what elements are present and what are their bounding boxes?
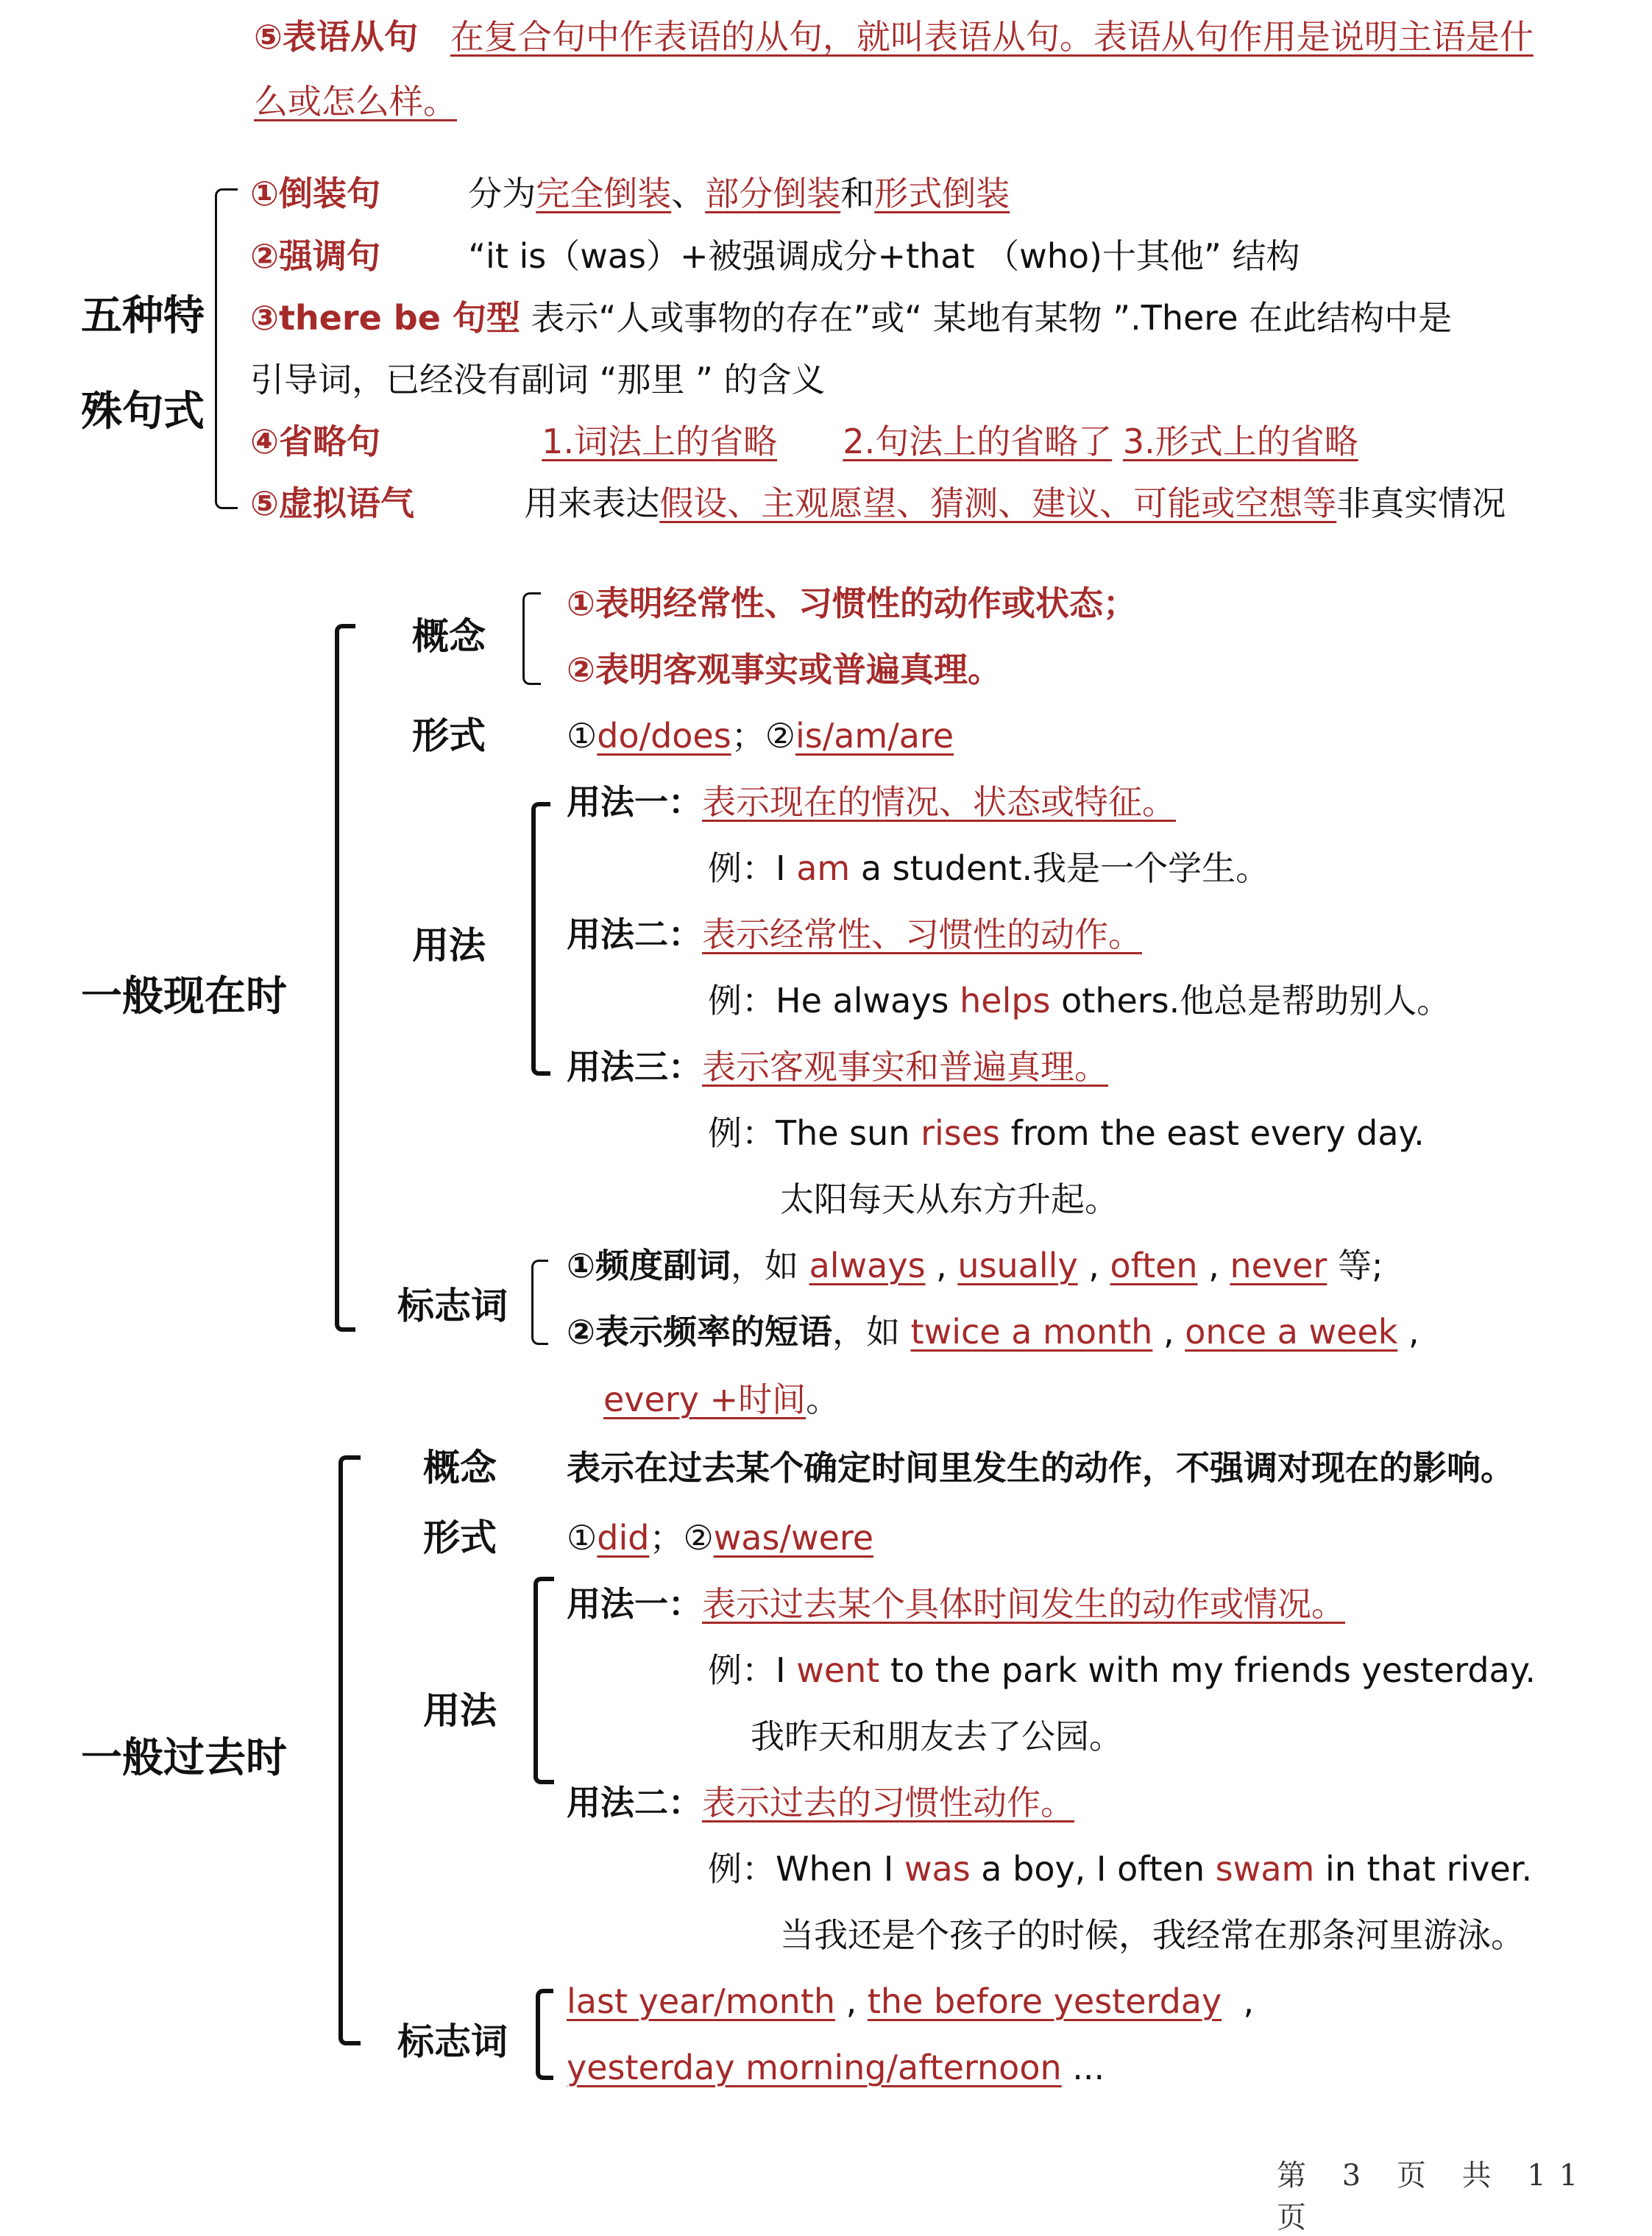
verb: went [796, 1650, 880, 1690]
page-number: 第 3 页 共 11 页 [1277, 2159, 1592, 2235]
term: 部分倒装 [705, 174, 841, 213]
label: 用法二： [567, 915, 702, 954]
text: 等; [1337, 1246, 1383, 1285]
term: did [597, 1518, 650, 1558]
item-title: ④省略句 [250, 422, 380, 461]
text: “it is（was）+被强调成分+that （who)十其他” 结构 [468, 236, 1300, 276]
past-signal-2 [567, 2045, 1105, 2090]
present-concept-label: 概念 [412, 615, 486, 658]
verb: swam [1215, 1849, 1315, 1889]
present-form [567, 714, 954, 758]
special-item-4 [250, 419, 1358, 464]
text: 非真实情况 [1336, 483, 1506, 523]
term: 完全倒装 [536, 174, 672, 213]
ellipsis: ... [1072, 2048, 1105, 2087]
special-item-3-cont: 引导词，已经没有副词 “那里 ” 的含义 [250, 360, 826, 400]
past-concept-label: 概念 [423, 1447, 497, 1489]
text: to the park with my friends yesterday. [879, 1650, 1536, 1690]
label: 用法三： [567, 1047, 702, 1087]
num: ② [765, 716, 795, 756]
text: 例：The sun [708, 1113, 921, 1153]
present-concept-bracket [522, 592, 541, 685]
text: ，如 [730, 1246, 809, 1285]
desc: 表示现在的情况、状态或特征。 [702, 782, 1176, 822]
present-example-3 [708, 1111, 1425, 1155]
verb: rises [921, 1113, 1001, 1153]
text: 。 [806, 1380, 840, 1419]
text: 例：I [708, 1650, 797, 1690]
present-signal-2: ②表示频率的短语，如 twice a month , once a week , [567, 1312, 1419, 1352]
present-usage-bracket [531, 802, 550, 1076]
term: do/does [597, 716, 731, 756]
item-title: ①倒装句 [250, 174, 380, 213]
past-usage-1 [567, 1582, 1345, 1626]
special-item-3 [250, 296, 1452, 340]
num: ② [683, 1518, 714, 1558]
item-title: ⑤虚拟语气 [250, 483, 414, 523]
text: from the east every day. [1000, 1113, 1425, 1153]
special-heading-1: 五种特 [81, 292, 205, 340]
word: twice a month [910, 1312, 1153, 1352]
verb: am [796, 848, 851, 888]
present-usage-label: 用法 [412, 924, 486, 967]
present-usage-3 [567, 1045, 1108, 1089]
word: last year/month [567, 1981, 836, 2021]
past-usage-bracket [533, 1577, 554, 1784]
present-signal-2-cont [603, 1377, 840, 1422]
text: in that river. [1314, 1849, 1533, 1889]
text: 例：When I [708, 1849, 904, 1889]
text: 例：I [708, 848, 797, 888]
label: 用法一： [567, 1584, 702, 1624]
text: 分为 [468, 174, 536, 213]
text: 和 [840, 174, 875, 213]
present-usage-1 [567, 780, 1176, 824]
present-concept-1: ①表明经常性、习惯性的动作或状态； [567, 583, 1137, 623]
past-example-2-cn: 当我还是个孩子的时候，我经常在那条河里游泳。 [780, 1915, 1525, 1955]
num: ① [567, 1518, 598, 1558]
present-concept-2: ②表明客观事实或普遍真理。 [567, 650, 1002, 689]
past-heading: 一般过去时 [81, 1734, 287, 1782]
sep: ； [731, 716, 765, 756]
past-example-1 [708, 1648, 1536, 1692]
present-example-3-cn: 太阳每天从东方升起。 [780, 1179, 1119, 1219]
term: 1.词法上的省略 [542, 422, 778, 461]
text: a boy, I often [970, 1849, 1216, 1889]
present-main-bracket [335, 624, 355, 1332]
word: usually [957, 1246, 1078, 1285]
past-form-label: 形式 [423, 1516, 497, 1559]
text: 例：He always [708, 981, 960, 1021]
item-title: ②强调句 [250, 236, 380, 276]
clause5-line2: 么或怎么样。 [254, 82, 457, 121]
word: every +时间 [603, 1380, 806, 1419]
text: a student.我是一个学生。 [850, 848, 1270, 888]
present-usage-2 [567, 912, 1142, 956]
text: 用来表达 [524, 483, 660, 523]
word: the before yesterday [867, 1981, 1222, 2021]
text: 、 [671, 174, 706, 213]
present-example-1 [708, 846, 1269, 890]
word: once a week [1185, 1312, 1398, 1352]
past-concept: 表示在过去某个确定时间里发生的动作，不强调对现在的影响。 [567, 1448, 1514, 1488]
item-title: ③there be 句型 [250, 298, 520, 338]
verb: was [904, 1849, 971, 1889]
clause5-title: ⑤表语从句 [254, 17, 418, 57]
label: 用法二： [567, 1783, 702, 1822]
term: 3.形式上的省略 [1122, 422, 1358, 461]
desc: 表示过去的习惯性动作。 [702, 1783, 1074, 1822]
special-heading-2: 殊句式 [81, 388, 205, 436]
desc: 表示客观事实和普遍真理。 [702, 1047, 1108, 1087]
title: ②表示频率的短语 [567, 1312, 832, 1352]
special-bracket [215, 188, 238, 509]
word: always [809, 1246, 926, 1285]
desc: 表示经常性、习惯性的动作。 [702, 915, 1142, 954]
title: ①频度副词 [567, 1246, 731, 1285]
text: 表示“人或事物的存在”或“ 某地有某物 ”.There 在此结构中是 [531, 298, 1453, 338]
clause5-text: 在复合句中作表语的从句，就叫表语从句。表语从句作用是说明主语是什 [450, 17, 1534, 57]
num: ① [567, 716, 598, 756]
present-heading: 一般现在时 [81, 973, 287, 1021]
clause5-line1 [254, 15, 1534, 59]
term: 形式倒装 [874, 174, 1010, 213]
word: often [1110, 1246, 1198, 1285]
past-signal-label: 标志词 [397, 2020, 508, 2063]
label: 用法一： [567, 782, 702, 822]
word: never [1230, 1246, 1327, 1285]
term: was/were [713, 1518, 874, 1558]
present-example-2 [708, 979, 1450, 1023]
past-signal-1: last year/month , the before yesterday , [567, 1981, 1255, 2021]
past-example-1-cn: 我昨天和朋友去了公园。 [751, 1717, 1123, 1756]
desc: 表示过去某个具体时间发生的动作或情况。 [702, 1584, 1345, 1624]
term: is/am/are [795, 716, 954, 756]
sep: ； [649, 1518, 684, 1558]
verb: helps [960, 981, 1051, 1021]
word: yesterday morning/afternoon [567, 2048, 1062, 2087]
text: ，如 [832, 1312, 911, 1352]
present-signal-label: 标志词 [397, 1285, 508, 1327]
past-usage-label: 用法 [423, 1689, 497, 1732]
past-main-bracket [338, 1455, 361, 2045]
present-signal-1: ①频度副词，如 always , usually , often , never 等; [567, 1246, 1383, 1285]
term: 2.句法上的省略了 [843, 422, 1113, 461]
present-form-label: 形式 [412, 714, 486, 757]
special-item-2 [250, 234, 1300, 278]
term: 假设、主观愿望、猜测、建议、可能或空想等 [659, 483, 1337, 523]
past-usage-2 [567, 1781, 1074, 1825]
past-example-2 [708, 1847, 1532, 1891]
past-signal-bracket [536, 1989, 553, 2080]
special-item-5 [250, 481, 1506, 525]
past-form [567, 1516, 873, 1560]
present-signal-bracket [531, 1260, 548, 1345]
special-item-1 [250, 171, 1010, 216]
text: others.他总是帮助别人。 [1050, 981, 1451, 1021]
